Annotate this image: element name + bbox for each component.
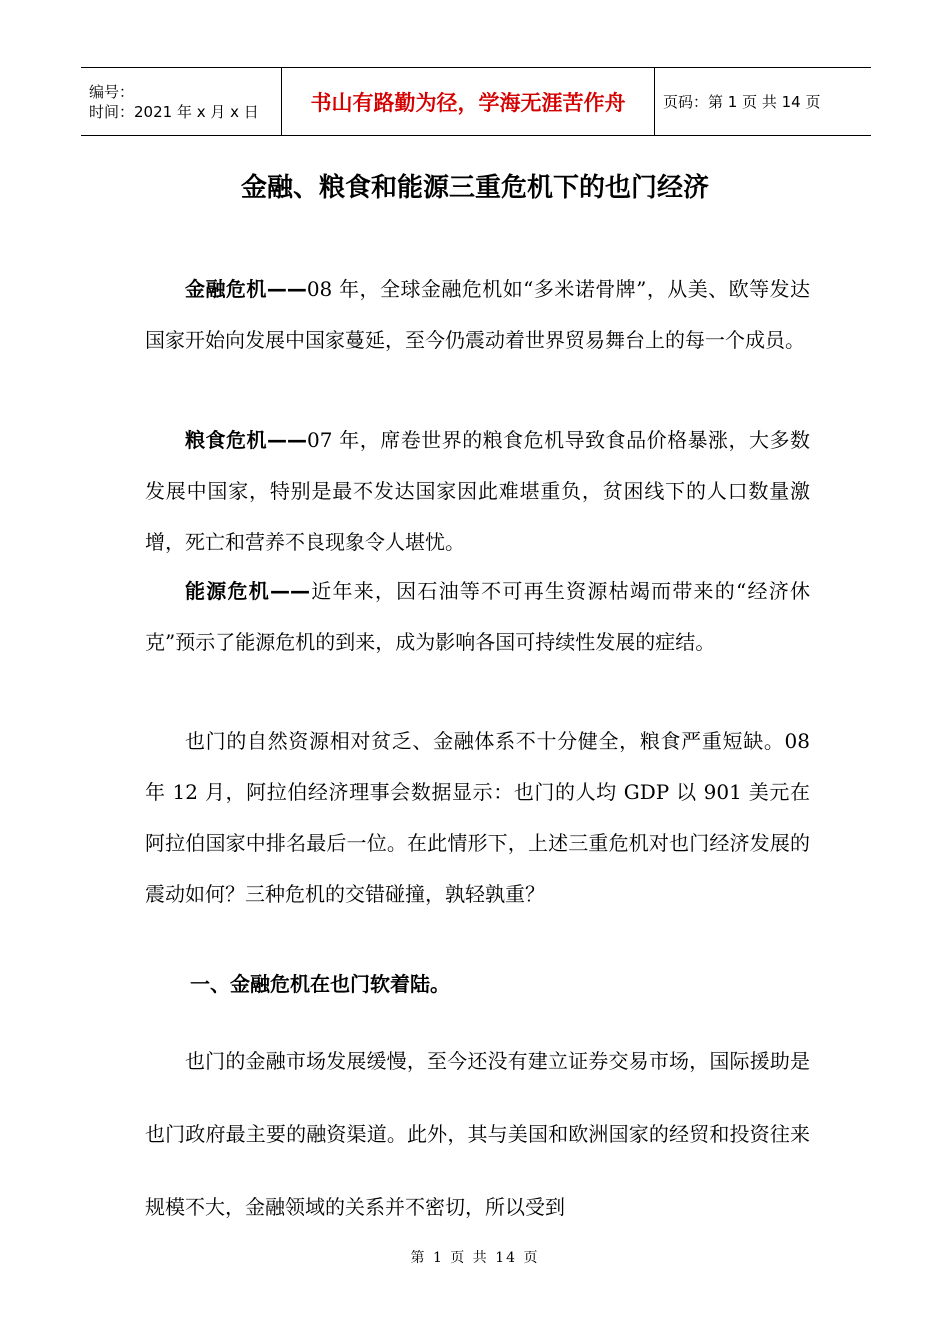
document-header <box>81 67 871 136</box>
header-page-info: 页码：第 1 页 共 14 页 <box>655 68 872 136</box>
paragraph-yemen-overview <box>145 716 810 920</box>
document-title: 金融、粮食和能源三重危机下的也门经济 <box>240 173 709 203</box>
paragraph-text: 近年来，因石油等不可再生资源枯竭而带来的“经济休克”预示了能源危机的到来，成为影响各国可持续性发展的症结。 <box>145 579 810 654</box>
paragraph-text: 07 年，席卷世界的粮食危机导致食品价格暴涨，大多数发展中国家，特别是最不发达国家因此难堪重负，贫困线下的人口数量激增，死亡和营养不良现象令人堪忧。 <box>145 428 811 554</box>
section-heading: 一、金融危机在也门软着陆。 <box>190 972 450 996</box>
paragraph-food-crisis <box>145 415 810 568</box>
header-motto: 书山有路勤为径，学海无涯苦作舟 <box>282 68 655 136</box>
paragraph-lead: 金融危机—— <box>185 277 307 301</box>
paragraph-financial-crisis <box>145 264 810 366</box>
document-date-label: 时间：2021 年 x 月 x 日 <box>89 102 259 121</box>
paragraph-lead: 能源危机—— <box>185 579 310 603</box>
paragraph-energy-crisis <box>145 566 810 668</box>
paragraph-text: 08 年，全球金融危机如“多米诺骨牌”，从美、欧等发达国家开始向发展中国家蔓延，至今仍震动着世界贸易舞台上的每一个成员。 <box>145 277 810 352</box>
paragraph-lead: 粮食危机—— <box>185 428 307 452</box>
page-footer: 第 1 页 共 14 页 <box>410 1250 540 1266</box>
header-meta-cell <box>81 68 282 136</box>
document-number-label: 编号： <box>89 82 135 101</box>
paragraph-text: 也门的自然资源相对贫乏、金融体系不十分健全，粮食严重短缺。08 年 12 月，阿拉伯经济理事会数据显示：也门的人均 GDP 以 901 美元在阿拉伯国家中排名最后一位。在此情形下，上述三重危机对也门经济发展的震动如何？三种危机的交错碰撞，孰轻孰重？ <box>145 729 810 906</box>
section-paragraph: 也门的金融市场发展缓慢，至今还没有建立证券交易市场，国际援助是也门政府最主要的融资渠道。此外，其与美国和欧洲国家的经贸和投资往来规模不大，金融领域的关系并不密切，所以受到 <box>145 1049 810 1219</box>
